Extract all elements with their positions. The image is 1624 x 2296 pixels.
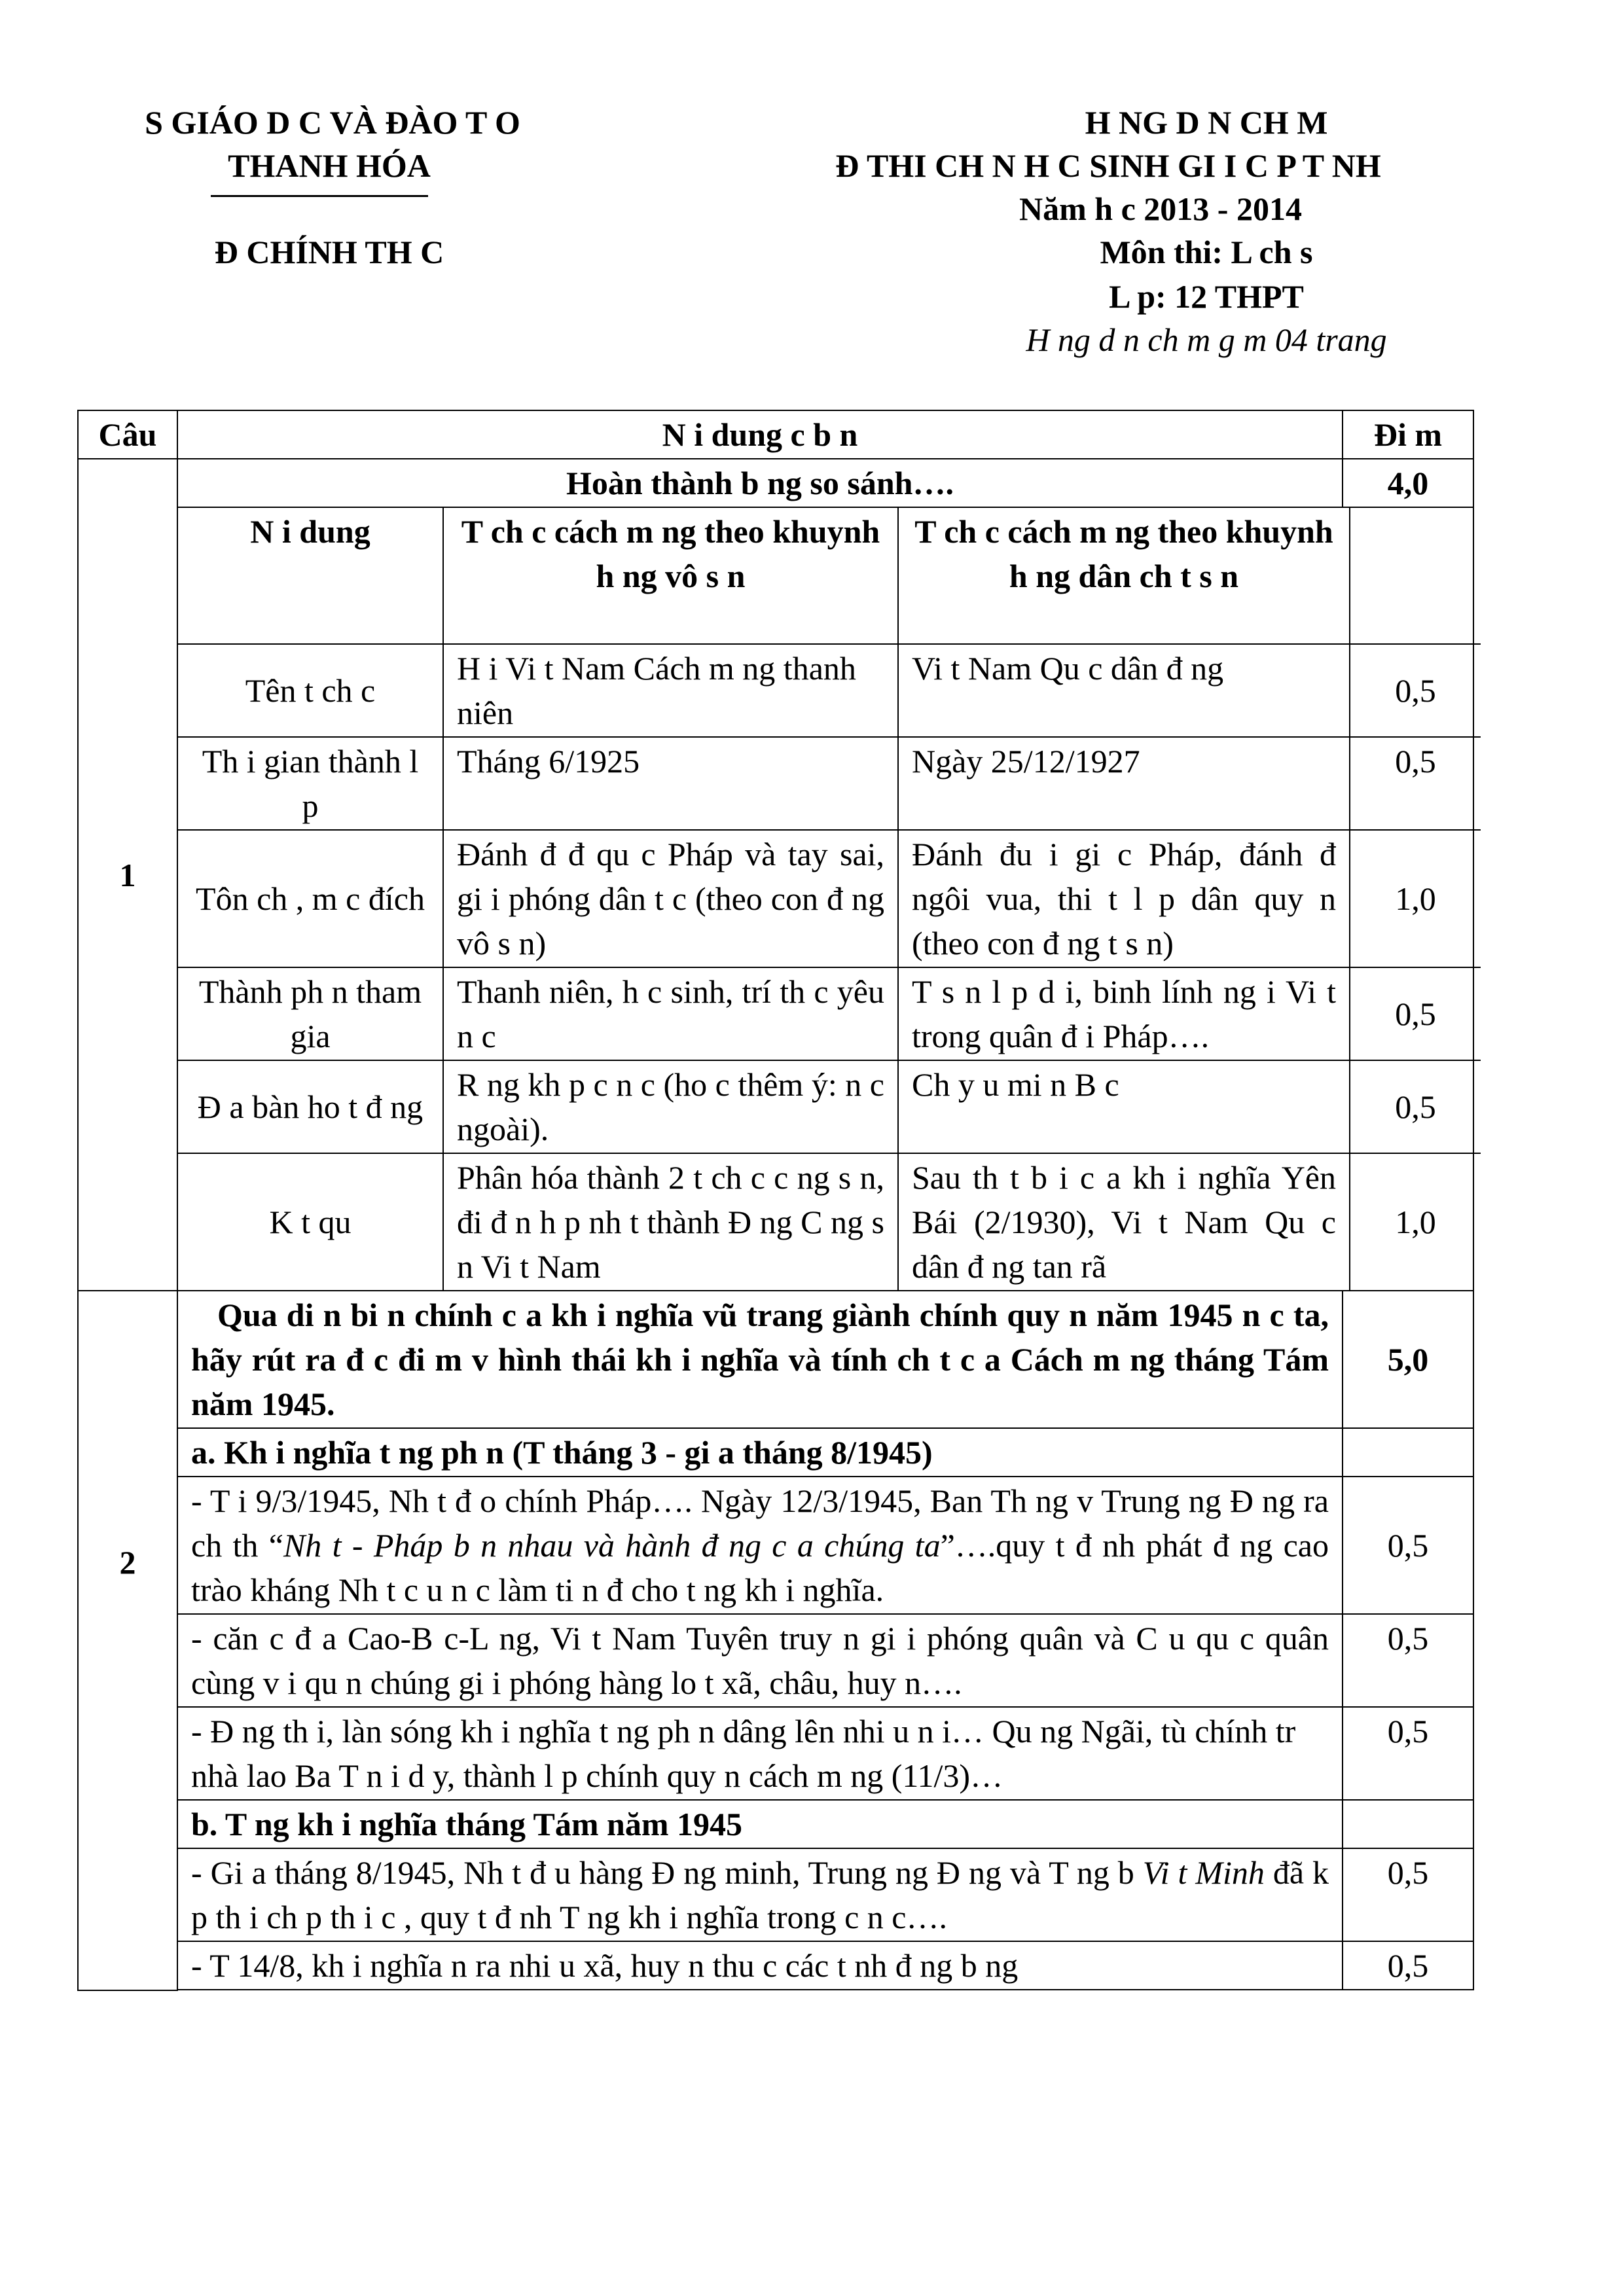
row-proletarian: H i Vi t Nam Cách m ng thanh niên [443,644,898,737]
row-proletarian: Tháng 6/1925 [443,737,898,830]
col-header-cau: Câu [78,410,177,459]
table-header-row [78,410,1473,459]
col-header-content: N i dung c b n [177,410,1343,459]
table-row [78,1614,1473,1707]
q2-b1-text-post: đã k p th i ch p th i c , quy t đ nh T ng kh i nghĩa trong c n c…. [191,1854,1329,1935]
subject: Môn thi: L ch s [1100,234,1313,270]
grade: L p: 12 THPT [1109,278,1304,315]
school-year: Năm h c 2013 - 2014 [1019,190,1302,227]
q2-b2-score: 0,5 [1343,1941,1473,1990]
row-label: Đ a bàn ho t đ ng [178,1060,443,1153]
q2-a3-score: 0,5 [1343,1707,1473,1800]
row-label: Th i gian thành l p [178,737,443,830]
row-proletarian: Thanh niên, h c sinh, trí th c yêu n c [443,967,898,1060]
province-name: THANH HÓA [228,147,431,184]
row-bourgeois: Đánh đu i gi c Pháp, đánh đ ngôi vua, thi t l p dân quy n (theo con đ ng t s n) [898,830,1350,967]
q2-a2-score: 0,5 [1343,1614,1473,1707]
row-bourgeois: Vi t Nam Qu c dân đ ng [898,644,1350,737]
q2-section-a-heading: a. Kh i nghĩa t ng ph n (T tháng 3 - gi a tháng 8/1945) [177,1428,1343,1477]
row-bourgeois: Ch y u mi n B c [898,1060,1350,1153]
comparison-table-cell [177,507,1473,1291]
row-score: 1,0 [1350,1153,1481,1290]
comparison-header-score-blank [1350,508,1481,644]
q2-b1-text-pre: - Gi a tháng 8/1945, Nh t đ u hàng Đ ng minh, Trung ng Đ ng và T ng b [191,1854,1143,1891]
q1-title: Hoàn thành b ng so sánh…. [177,459,1343,507]
q2-a1-score: 0,5 [1343,1477,1473,1614]
row-proletarian: Đánh đ đ qu c Pháp và tay sai, gi i phóng dân t c (theo con đ ng vô s n) [443,830,898,967]
row-label: Tôn ch , m c đích [178,830,443,967]
q2-section-b-row [78,1800,1473,1848]
table-row [178,1060,1481,1153]
row-label: Tên t ch c [178,644,443,737]
q2-total-score: 5,0 [1343,1291,1473,1428]
comparison-header-proletarian: T ch c cách m ng theo khuynh h ng vô s n [443,508,898,644]
table-row [78,1941,1473,1990]
row-proletarian: R ng kh p c n c (ho c thêm ý: n c ngoài). [443,1060,898,1153]
q2-section-b-heading: b. T ng kh i nghĩa tháng Tám năm 1945 [177,1800,1343,1848]
q2-section-a-row [78,1428,1473,1477]
table-row [178,830,1481,967]
q2-section-a-score-blank [1343,1428,1473,1477]
row-bourgeois: T s n l p d i, binh lính ng i Vi t trong quân đ i Pháp…. [898,967,1350,1060]
row-label: Thành ph n tham gia [178,967,443,1060]
q2-title: Qua di n bi n chính c a kh i nghĩa vũ trang giành chính quy n năm 1945 n c ta, hãy rút ra đ c đi m v hình thái kh i nghĩa và tính ch t c a Cách m ng tháng Tám năm 1945. [177,1291,1343,1428]
q2-title-row [78,1291,1473,1428]
row-score: 1,0 [1350,830,1481,967]
table-row [78,1848,1473,1941]
row-bourgeois: Sau th t b i c a kh i nghĩa Yên Bái (2/1930), Vi t Nam Qu c dân đ ng tan rã [898,1153,1350,1290]
comparison-header-bourgeois: T ch c cách m ng theo khuynh h ng dân ch t s n [898,508,1350,644]
guide-title: H NG D N CH M [1085,104,1328,141]
q2-a2-text: - căn c đ a Cao-B c-L ng, Vi t Nam Tuyên truy n gi i phóng quân và C u qu c quân cùng v i qu n chúng gi i phóng hàng lo t xã, châu, huy n…. [177,1614,1343,1707]
table-row [178,737,1481,830]
official-exam-label: Đ CHÍNH TH C [214,234,444,270]
col-header-score: Đi m [1343,410,1473,459]
q1-title-row [78,459,1473,507]
q2-number: 2 [78,1291,177,1990]
q2-a1-text-post: ”….quy t đ nh phát đ ng cao trào kháng Nh t c u n c làm ti n đ cho t ng kh i nghĩa. [191,1527,1329,1608]
q1-comparison-row [78,507,1473,1291]
header-divider [211,195,428,197]
q2-a1-quote: Nh t - Pháp b n nhau và hành đ ng c a chúng ta [283,1527,941,1564]
row-score: 0,5 [1350,967,1481,1060]
q2-a1-text [177,1477,1343,1614]
q2-a3-text: - Đ ng th i, làn sóng kh i nghĩa t ng ph n dâng lên nhi u n i… Qu ng Ngãi, tù chính tr nhà lao Ba T n i d y, thành l p chính quy n cách m ng (11/3)… [177,1707,1343,1800]
table-row [78,1707,1473,1800]
q2-a1-text-pre: - T i 9/3/1945, Nh t đ o chính Pháp…. Ngày 12/3/1945, Ban Th ng v Trung ng Đ ng ra ch th “ [191,1482,1329,1564]
table-row [178,644,1481,737]
comparison-header-row [178,508,1481,644]
row-proletarian: Phân hóa thành 2 t ch c c ng s n, đi đ n h p nh t thành Đ ng C ng s n Vi t Nam [443,1153,898,1290]
q1-total-score: 4,0 [1343,459,1473,507]
q2-b1-score: 0,5 [1343,1848,1473,1941]
grading-table [77,410,1474,1991]
comparison-table [178,508,1481,1290]
exam-title: Đ THI CH N H C SINH GI I C P T NH [835,147,1381,184]
department-name: S GIÁO D C VÀ ĐÀO T O [145,104,520,141]
row-score: 0,5 [1350,1060,1481,1153]
q2-b1-text [177,1848,1343,1941]
q1-number: 1 [78,459,177,1291]
row-score: 0,5 [1350,737,1481,830]
comparison-header-content: N i dung [178,508,443,644]
q2-b1-viet-minh: Vi t Minh [1142,1854,1265,1891]
q2-section-b-score-blank [1343,1800,1473,1848]
q2-b2-text: - T 14/8, kh i nghĩa n ra nhi u xã, huy n thu c các t nh đ ng b ng [177,1941,1343,1990]
table-row [178,967,1481,1060]
row-label: K t qu [178,1153,443,1290]
row-score: 0,5 [1350,644,1481,737]
table-row [78,1477,1473,1614]
page-count-note: H ng d n ch m g m 04 trang [1026,321,1387,358]
row-bourgeois: Ngày 25/12/1927 [898,737,1350,830]
table-row [178,1153,1481,1290]
